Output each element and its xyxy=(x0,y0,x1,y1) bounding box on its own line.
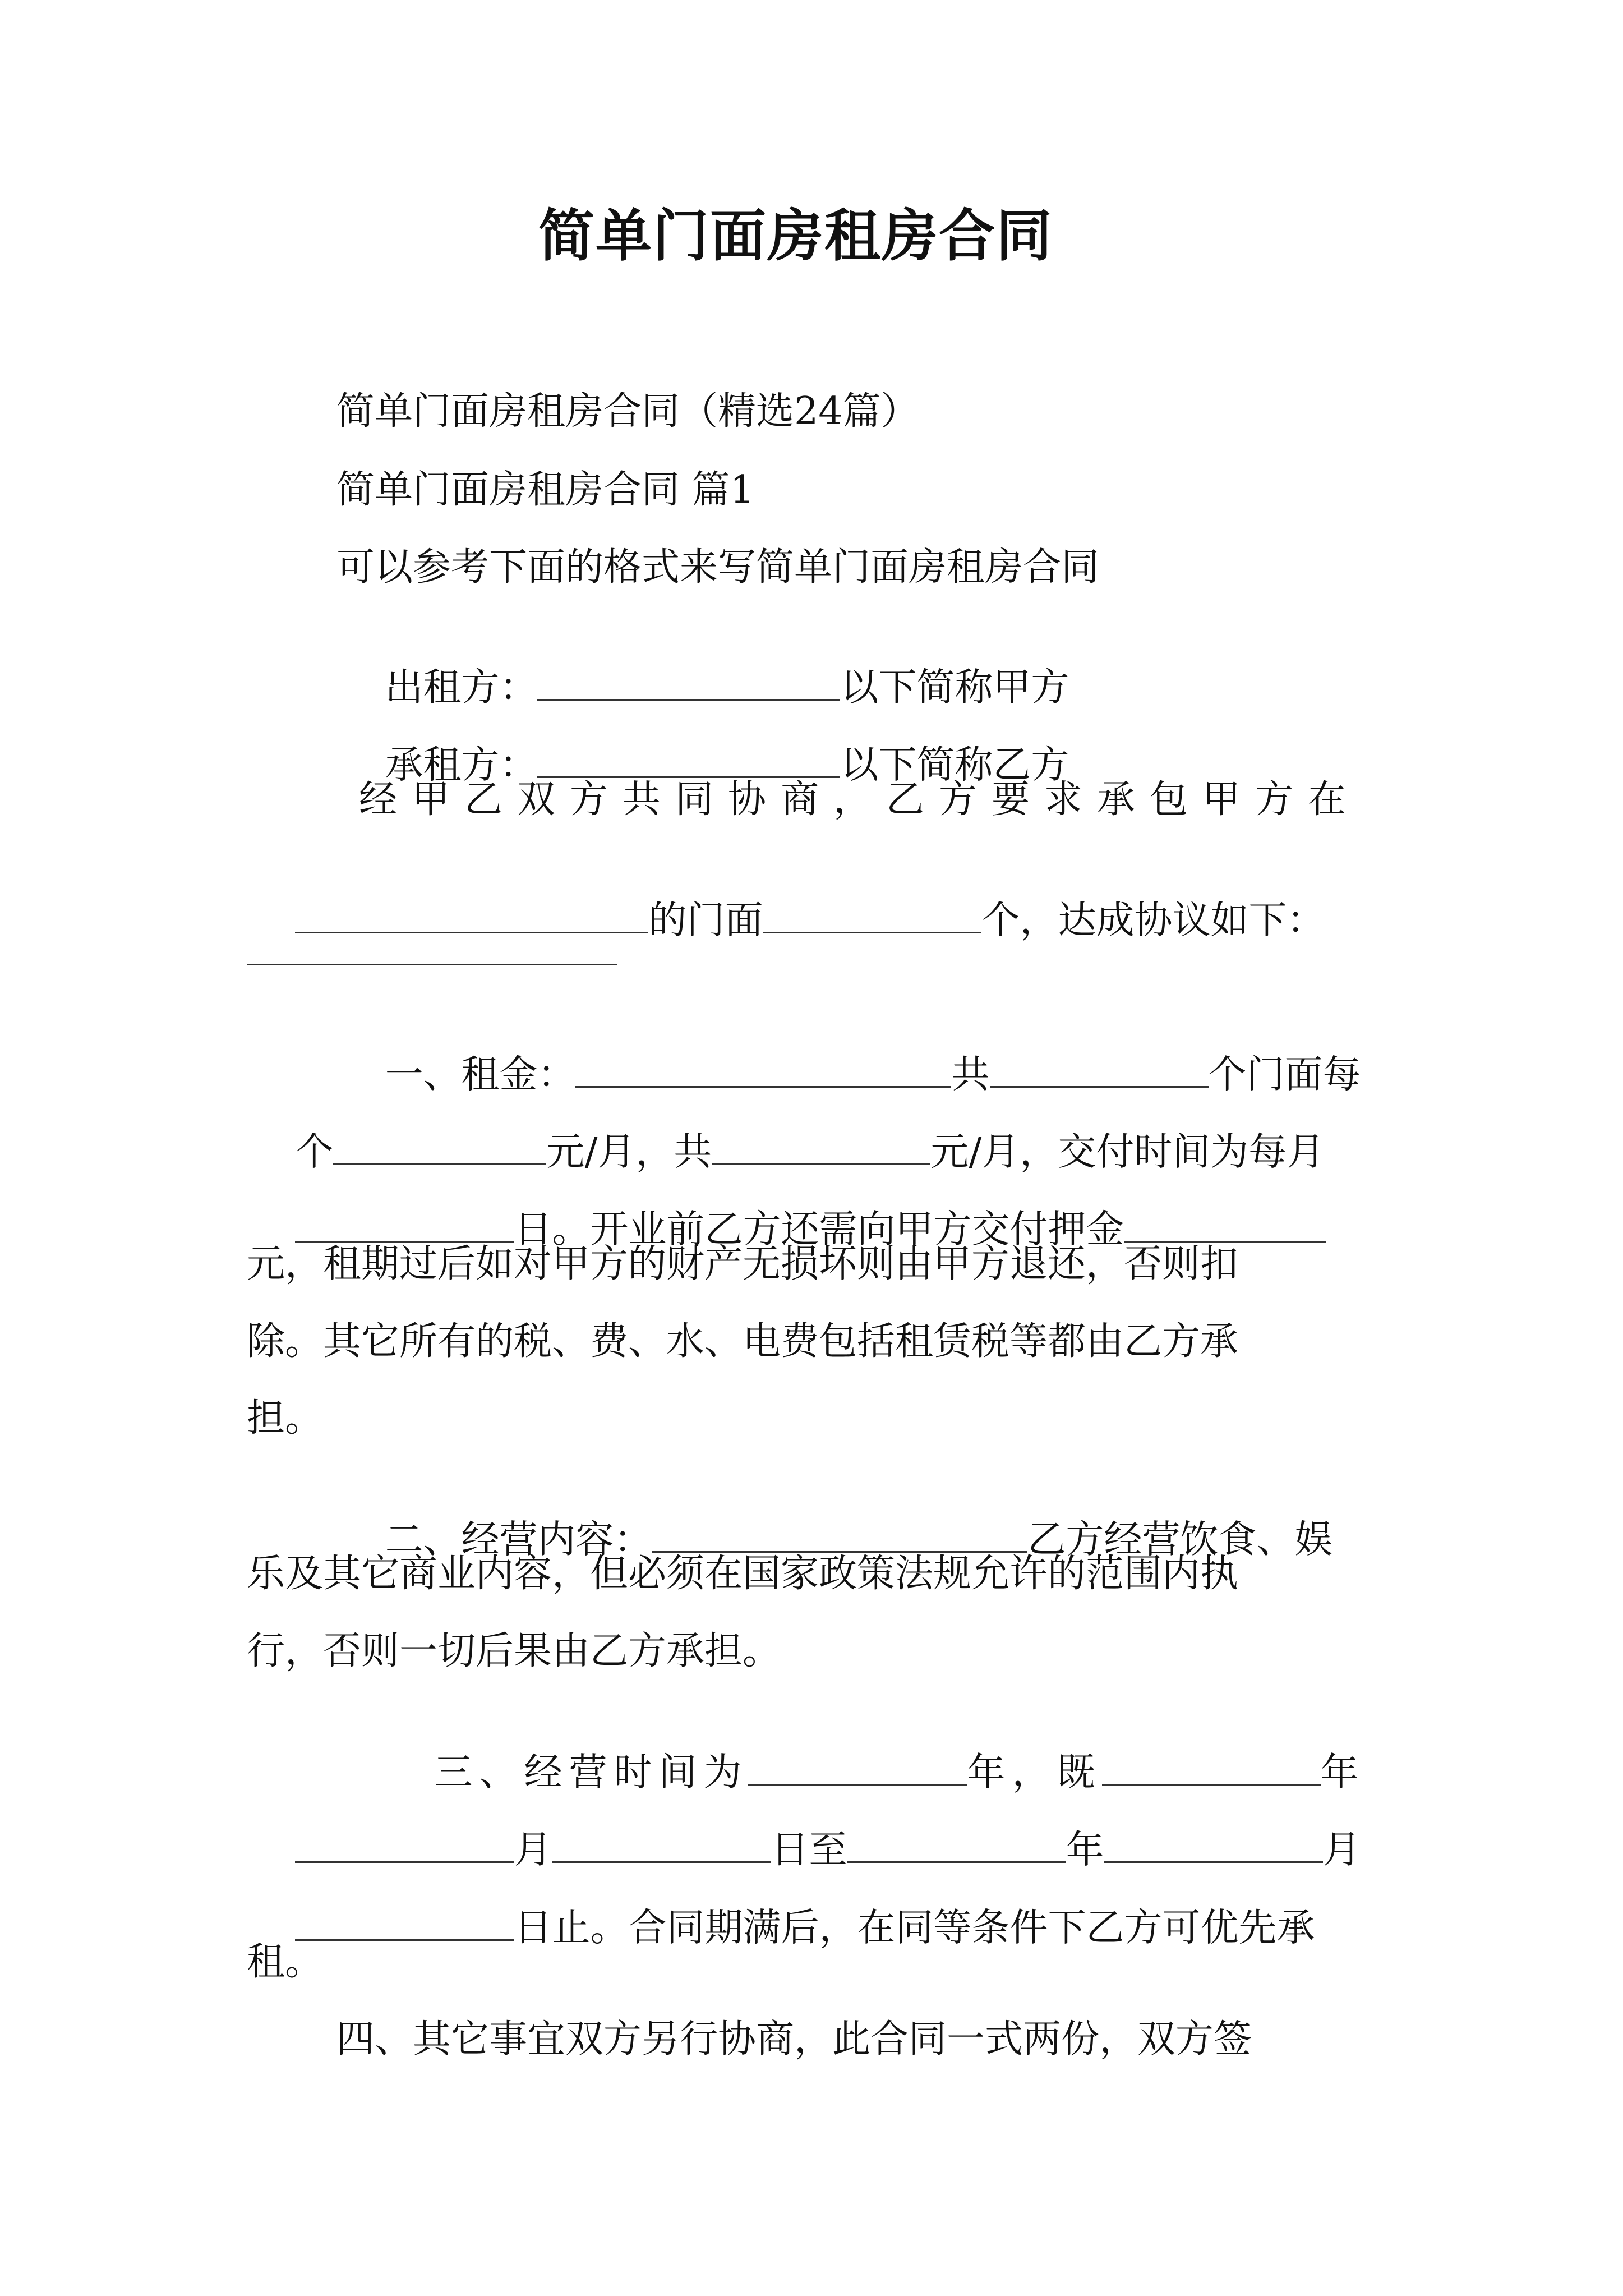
lessor-label: 出租方： xyxy=(385,665,538,710)
lessee-blank[interactable] xyxy=(537,741,840,778)
rent-blank-2[interactable] xyxy=(990,1051,1209,1088)
time-month-label: 月 xyxy=(514,1828,552,1872)
rent-month-label: 元/月，共 xyxy=(546,1130,712,1175)
rent-line-4: 元，租期过后如对甲方的财产无损坏则由甲方退还，否则扣 xyxy=(247,1242,1239,1286)
time-year-label-2: 年 xyxy=(1320,1750,1366,1795)
rent-day-blank[interactable] xyxy=(295,1205,514,1243)
rent-each-label: 个门面每 xyxy=(1208,1052,1361,1097)
rent-blank-4[interactable] xyxy=(712,1128,930,1165)
time-line-4: 租。 xyxy=(247,1940,324,1984)
deposit-blank[interactable] xyxy=(1124,1205,1326,1243)
location-blank[interactable] xyxy=(295,896,648,933)
time-blank-3[interactable] xyxy=(295,1826,514,1863)
rent-unit-label: 个 xyxy=(295,1130,334,1175)
rent-deposit-label: 日。开业前乙方还需向甲方交付押金 xyxy=(514,1207,1124,1252)
time-year-label-3: 年 xyxy=(1066,1828,1104,1872)
time-blank-7[interactable] xyxy=(295,1904,514,1941)
time-blank-1[interactable] xyxy=(748,1749,967,1786)
reference-note: 可以参考下面的格式来写简单门面房租房合同 xyxy=(336,545,1100,590)
other-line-1: 四、其它事宜双方另行协商，此合同一式两份，双方签 xyxy=(336,2017,1252,2062)
time-year-label: 年，既 xyxy=(967,1750,1102,1795)
agreement-suffix: 个，达成协议如下： xyxy=(981,898,1325,943)
shop-count-blank[interactable] xyxy=(763,896,981,933)
rent-pay-label: 元/月，交付时间为每月 xyxy=(930,1130,1325,1175)
agreement-line-2 xyxy=(247,858,1325,978)
rent-line-5: 除。其它所有的税、费、水、电费包括租赁税等都由乙方承 xyxy=(247,1319,1239,1364)
time-blank-5[interactable] xyxy=(847,1826,1066,1863)
section-heading: 简单门面房租房合同 篇1 xyxy=(336,468,754,512)
time-end-label: 日止。合同期满后，在同等条件下乙方可优先承 xyxy=(514,1906,1315,1950)
agreement-line-1: 经甲乙双方共同协商，乙方要求承包甲方在 xyxy=(359,777,1361,822)
rent-blank-3[interactable] xyxy=(333,1128,546,1165)
time-label: 三、经营时间为 xyxy=(434,1750,749,1795)
document-title: 简单门面房租房合同 xyxy=(538,203,1053,269)
business-blank[interactable] xyxy=(652,1516,1027,1553)
agreement-shop-label: 的门面 xyxy=(648,898,763,943)
time-blank-4[interactable] xyxy=(552,1826,771,1863)
time-blank-2[interactable] xyxy=(1102,1749,1321,1786)
lessee-suffix: 以下简称乙方 xyxy=(840,743,1069,788)
business-suffix: 乙方经营饮食、娱 xyxy=(1027,1517,1333,1562)
lessor-suffix: 以下简称甲方 xyxy=(840,665,1069,710)
time-line-3 xyxy=(247,1866,1315,1986)
business-line-3: 行，否则一切后果由乙方承担。 xyxy=(247,1629,781,1673)
time-day-to-label: 日至 xyxy=(771,1828,847,1872)
agreement-extra-blank[interactable] xyxy=(247,964,617,965)
rent-label: 一、租金： xyxy=(385,1052,576,1097)
rent-total-label: 共 xyxy=(951,1052,990,1097)
lessee-label: 承租方： xyxy=(385,743,538,788)
business-label: 二、经营内容： xyxy=(385,1517,652,1562)
intro-line: 简单门面房租房合同（精选24篇） xyxy=(336,389,919,434)
lessor-blank[interactable] xyxy=(537,664,840,701)
rent-blank-1[interactable] xyxy=(575,1051,951,1088)
rent-line-6: 担。 xyxy=(247,1396,324,1441)
business-line-2: 乐及其它商业内容，但必须在国家政策法规允许的范围内执 xyxy=(247,1552,1239,1596)
time-month-label-2: 月 xyxy=(1322,1828,1361,1872)
time-blank-6[interactable] xyxy=(1104,1826,1323,1863)
